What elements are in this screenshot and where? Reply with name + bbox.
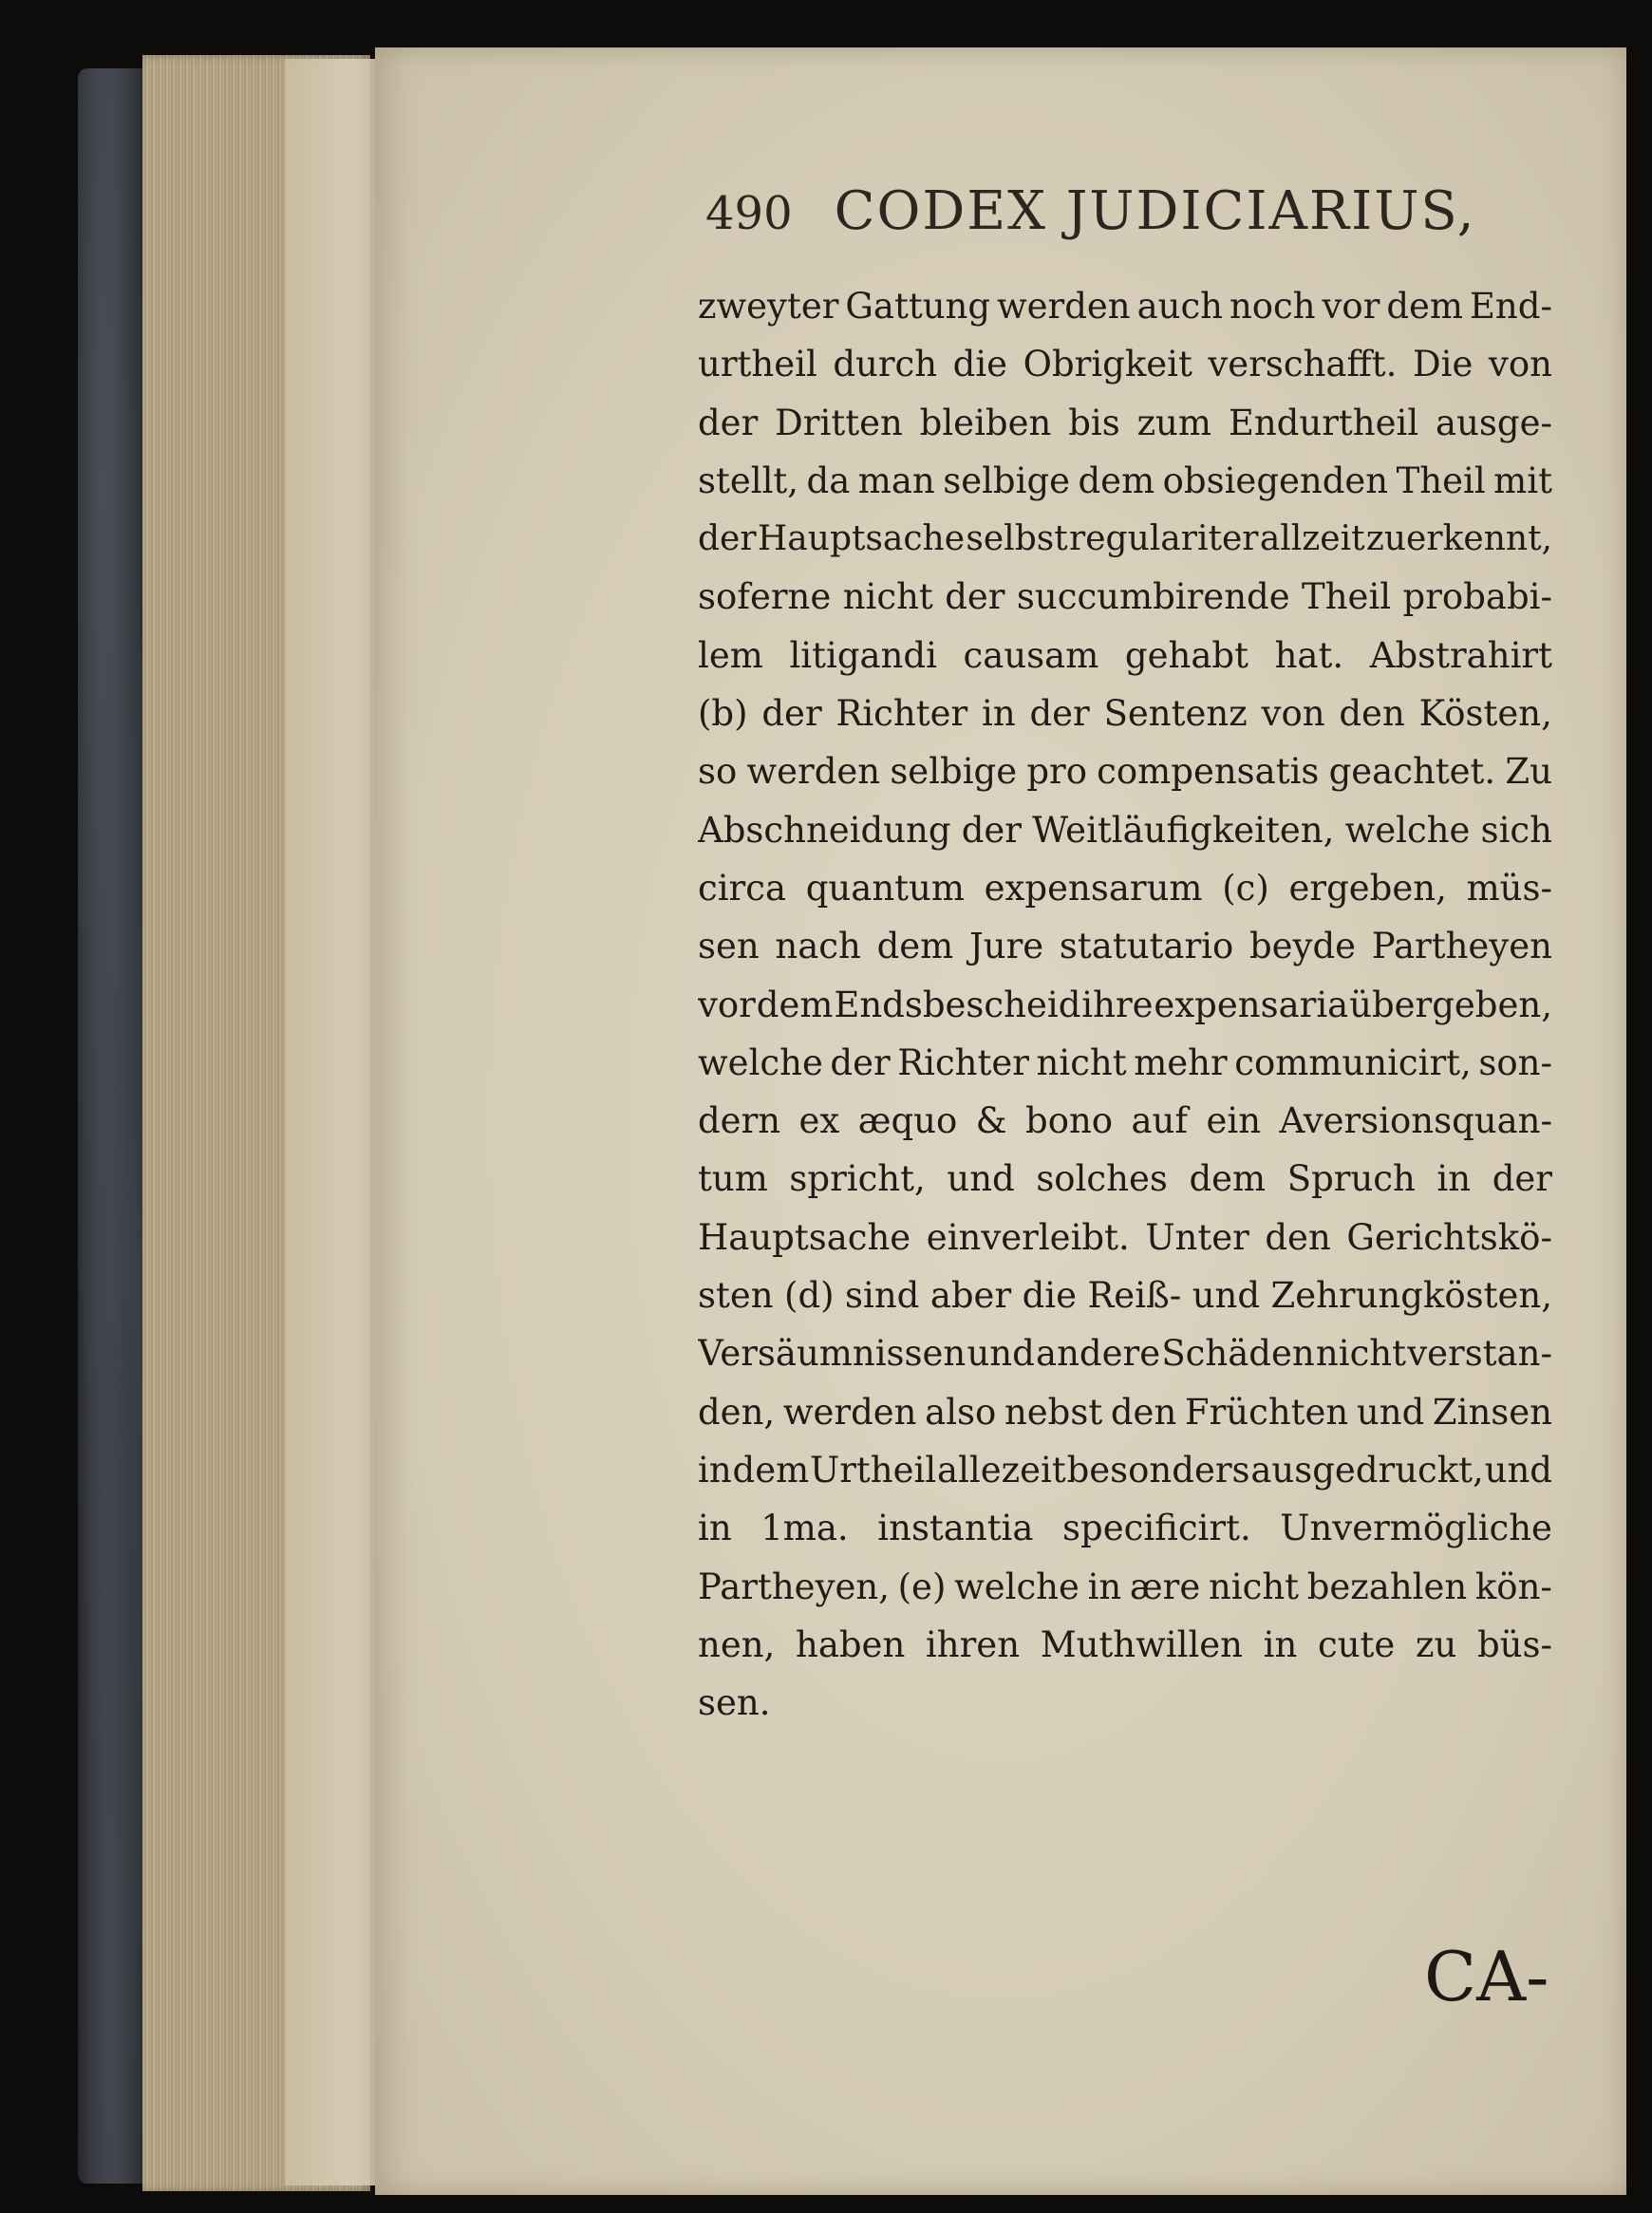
body-text (698, 277, 1552, 1732)
text-line: der Dritten bleiben bis zum Endurtheil ausge- (698, 402, 1552, 443)
running-title: CODEX JUDICIARIUS, (834, 180, 1476, 242)
text-line: welche der Richter nicht mehr communicirt, son- (698, 1041, 1552, 1083)
page-edges-inner (285, 59, 389, 2185)
text-line: (b) der Richter in der Sentenz von den Kösten, (698, 693, 1552, 735)
text-line: urtheil durch die Obrigkeit verschafft. Die von (698, 344, 1552, 385)
text-line: Versäumnissen und andere Schäden nicht verstan- (698, 1333, 1552, 1375)
text-line: Hauptsache einverleibt. Unter den Gerichtskö- (698, 1216, 1552, 1258)
text-line: den, werden also nebst den Früchten und Zinsen (698, 1391, 1552, 1433)
text-line: sen nach dem Jure statutario beyde Partheyen (698, 926, 1552, 967)
text-line: lem litigandi causam gehabt hat. Abstrahirt (698, 634, 1552, 676)
text-line: der Hauptsache selbst regulariter allzeit zuerkennt, (698, 519, 1552, 559)
text-line: vor dem Endsbescheid ihre expensaria übergeben, (698, 984, 1552, 1025)
text-line: so werden selbige pro compensatis geachtet. Zu (698, 751, 1552, 793)
catchword: CA- (1424, 1937, 1549, 2016)
text-line: dern ex æquo & bono auf ein Aversionsquan- (698, 1100, 1552, 1142)
text-line: Abschneidung der Weitläufigkeiten, welche sich (698, 809, 1552, 851)
page-header (705, 180, 1560, 256)
text-line: sten (d) sind aber die Reiß- und Zehrungkösten, (698, 1275, 1552, 1317)
text-line: nen, haben ihren Muthwillen in cute zu büs- (698, 1623, 1552, 1665)
text-line: sen. (698, 1682, 771, 1724)
text-line: circa quantum expensarum (c) ergeben, müs- (698, 867, 1552, 909)
text-line: tum spricht, und solches dem Spruch in der (698, 1158, 1552, 1200)
text-line: soferne nicht der succumbirende Theil probabi- (698, 576, 1552, 618)
text-line: zweyter Gattung werden auch noch vor dem End- (698, 286, 1552, 327)
bleed-through-text (551, 1728, 1500, 1783)
text-line: stellt, da man selbige dem obsiegenden Theil mit (698, 459, 1552, 501)
page-number: 490 (705, 187, 793, 240)
text-line: in 1ma. instantia specificirt. Unvermögliche (698, 1508, 1552, 1549)
text-line: Partheyen, (e) welche in ære nicht bezahlen kön- (698, 1566, 1552, 1607)
text-line: in dem Urtheil allezeit besonders ausgedruckt, und (698, 1449, 1552, 1491)
